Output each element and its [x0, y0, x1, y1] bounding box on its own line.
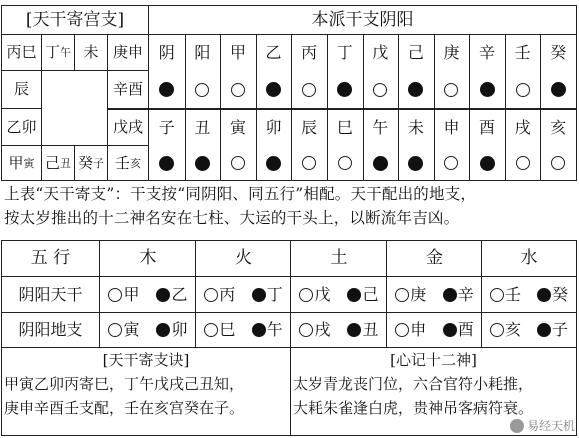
yin-filled-dot	[156, 288, 170, 302]
yang-open-circle	[204, 288, 218, 302]
branch-label: 未	[407, 117, 424, 137]
element-branch: 丑	[339, 313, 387, 347]
yang-open-circle	[108, 288, 122, 302]
element-branch: 亥	[482, 313, 529, 347]
stem-mark	[256, 71, 292, 108]
palace-gui-zi: 癸 子	[77, 153, 104, 172]
element-stem: 乙	[148, 277, 196, 312]
yin-filled-dot	[408, 82, 423, 97]
verse-right-body	[293, 372, 576, 420]
element-stem: 辛	[435, 277, 483, 312]
element-name: 金	[426, 248, 443, 268]
stem-mark	[469, 71, 505, 108]
stems-row-label: 阴阳天干	[18, 284, 83, 304]
branch-mark	[469, 146, 505, 180]
element-branch: 申	[387, 313, 435, 347]
yang-open-circle	[299, 288, 313, 302]
rule	[1, 435, 577, 436]
yinyang-title: 本派干支阴阳	[311, 9, 414, 30]
rule	[576, 240, 577, 347]
element-stem: 丙	[196, 277, 244, 312]
palace-bing-si: 丙巳	[6, 43, 37, 61]
yin-filled-dot	[252, 288, 266, 302]
yang-open-circle	[444, 83, 458, 97]
yang-open-circle	[490, 288, 504, 302]
yin-filled-dot	[537, 288, 551, 302]
element-stem: 己	[339, 277, 387, 312]
branch-mark	[540, 146, 576, 180]
yin-filled-dot	[480, 82, 495, 97]
palace-yi-mao: 乙卯	[6, 117, 37, 136]
stem-mark	[291, 71, 327, 108]
element-name: 土	[330, 248, 348, 268]
branch-label: 寅	[229, 117, 246, 137]
branch-label: 丑	[194, 117, 211, 137]
element-stem: 壬	[482, 277, 529, 312]
element-name: 木	[139, 248, 157, 268]
verse-line: 太岁青龙丧门位，六合官符小耗推，	[293, 375, 534, 393]
element-branch: 卯	[148, 313, 196, 347]
rule	[1, 180, 577, 181]
yang-open-circle	[299, 323, 313, 337]
stem-label: 辛	[479, 42, 496, 62]
element-name: 水	[520, 248, 538, 268]
yang-open-circle	[444, 156, 458, 170]
rule	[576, 5, 577, 180]
yin-filled-dot	[347, 323, 361, 337]
yin-filled-dot	[551, 82, 566, 97]
yang-open-circle	[302, 83, 316, 97]
stem-mark	[149, 71, 185, 108]
palace-wei: 未	[83, 43, 99, 61]
yang-open-circle	[195, 83, 209, 97]
element-branch: 巳	[196, 313, 244, 347]
verse-line: 大耗朱雀逢白虎，贵神吊客病符衰。	[293, 399, 534, 417]
yang-open-circle	[395, 288, 409, 302]
verse-right-title: [心记十二神]	[390, 350, 477, 369]
palace-chen: 辰	[13, 80, 29, 98]
branch-label: 亥	[550, 117, 567, 137]
yin-filled-dot	[159, 82, 174, 97]
element-stem: 甲	[100, 277, 148, 312]
yang-open-circle	[516, 156, 530, 170]
branch-mark	[327, 146, 363, 180]
stem-mark	[327, 71, 363, 108]
branch-label: 子	[158, 117, 175, 137]
element-branch: 子	[529, 313, 576, 347]
stem-mark	[220, 71, 256, 108]
yin-filled-dot	[443, 323, 457, 337]
branch-label: 申	[443, 117, 460, 137]
stem-mark	[185, 71, 221, 108]
yin-filled-dot	[156, 323, 170, 337]
palace-title: [天干寄宫支]	[25, 9, 125, 30]
branch-label: 午	[372, 117, 389, 137]
yin-filled-dot	[337, 82, 352, 97]
palace-wu-xu: 戊戌	[112, 117, 143, 136]
branch-mark	[434, 146, 470, 180]
stem-mark	[434, 71, 470, 108]
stem-label: 丙	[301, 42, 318, 62]
yang-open-circle	[551, 156, 565, 170]
branch-label: 酉	[479, 117, 496, 137]
stem-label: 癸	[550, 42, 567, 62]
yang-open-circle	[395, 323, 409, 337]
yang-open-circle	[373, 83, 387, 97]
stem-label: 乙	[265, 42, 282, 62]
palace-geng-shen: 庚申	[112, 43, 143, 61]
yin-filled-dot	[159, 156, 174, 171]
element-branch: 寅	[100, 313, 148, 347]
palace-ren-hai: 壬 亥	[114, 153, 141, 172]
branch-mark	[398, 146, 434, 180]
verse-line: 甲寅乙卯丙寄巳，丁午戊戌己丑知，	[4, 375, 245, 393]
stem-label: 庚	[443, 42, 460, 62]
yin-filled-dot	[537, 323, 551, 337]
branch-mark	[363, 146, 399, 180]
palace-jia-yin: 甲 寅	[8, 153, 35, 172]
branch-mark	[185, 146, 221, 180]
stem-label: 甲	[229, 42, 246, 62]
watermark: 易经天机	[510, 417, 575, 434]
yin-filled-dot	[347, 288, 361, 302]
branches-row-label: 阴阳地支	[18, 320, 83, 339]
palace-ding-wu: 丁 午	[44, 43, 71, 61]
stem-label: 丁	[336, 42, 353, 62]
stem-label: 己	[407, 42, 424, 62]
yin-filled-dot	[408, 156, 423, 171]
stem-label: 壬	[514, 42, 531, 62]
element-stem: 戊	[291, 277, 339, 312]
branch-mark	[291, 146, 327, 180]
element-stem: 癸	[529, 277, 576, 312]
paragraph-line: 按太岁推出的十二神名安在七柱、大运的干头上，以断流年吉凶。	[4, 209, 460, 227]
stem-label: 阴	[158, 42, 175, 62]
yang-open-circle	[108, 323, 122, 337]
yang-open-circle	[231, 156, 245, 170]
yang-open-circle	[231, 83, 245, 97]
yin-filled-dot	[195, 156, 210, 171]
stem-label: 阳	[194, 42, 211, 62]
palace-xin-you: 辛酉	[112, 80, 143, 98]
verse-line: 庚申辛酉壬支配，壬在亥宫癸在子。	[4, 399, 245, 417]
element-branch: 酉	[435, 313, 483, 347]
branch-label: 卯	[265, 117, 282, 137]
explanation-paragraph	[4, 182, 576, 230]
branch-mark	[149, 146, 185, 180]
palace-ji-chou: 己 丑	[44, 153, 71, 172]
yin-filled-dot	[480, 156, 495, 171]
wechat-icon	[510, 419, 524, 433]
branch-mark	[256, 146, 292, 180]
yang-open-circle	[490, 323, 504, 337]
yin-filled-dot	[252, 323, 266, 337]
paragraph-line: 上表“天干寄支”：干支按“同阴阳、同五行”相配。天干配出的地支，	[4, 185, 477, 203]
element-stem: 丁	[244, 277, 292, 312]
stem-mark	[540, 71, 576, 108]
element-branch: 戌	[291, 313, 339, 347]
verse-left-title: [天干寄支诀]	[102, 350, 190, 369]
branch-label: 巳	[336, 117, 353, 137]
stem-mark	[363, 71, 399, 108]
yang-open-circle	[204, 323, 218, 337]
stem-mark	[398, 71, 434, 108]
yin-filled-dot	[266, 82, 281, 97]
yin-filled-dot	[266, 156, 281, 171]
branch-label: 戌	[514, 117, 531, 137]
stem-mark	[505, 71, 541, 108]
element-stem: 庚	[387, 277, 435, 312]
yang-open-circle	[338, 156, 352, 170]
branch-mark	[505, 146, 541, 180]
element-name: 火	[235, 248, 252, 268]
verse-left-body	[4, 372, 290, 420]
stem-label: 戊	[372, 42, 389, 62]
element-branch: 午	[244, 313, 292, 347]
branch-label: 辰	[301, 117, 318, 137]
yin-filled-dot	[373, 156, 388, 171]
yang-open-circle	[302, 156, 316, 170]
yang-open-circle	[516, 83, 530, 97]
branch-mark	[220, 146, 256, 180]
rule	[576, 347, 577, 435]
five-elements-label: 五 行	[30, 248, 71, 268]
yin-filled-dot	[443, 288, 457, 302]
